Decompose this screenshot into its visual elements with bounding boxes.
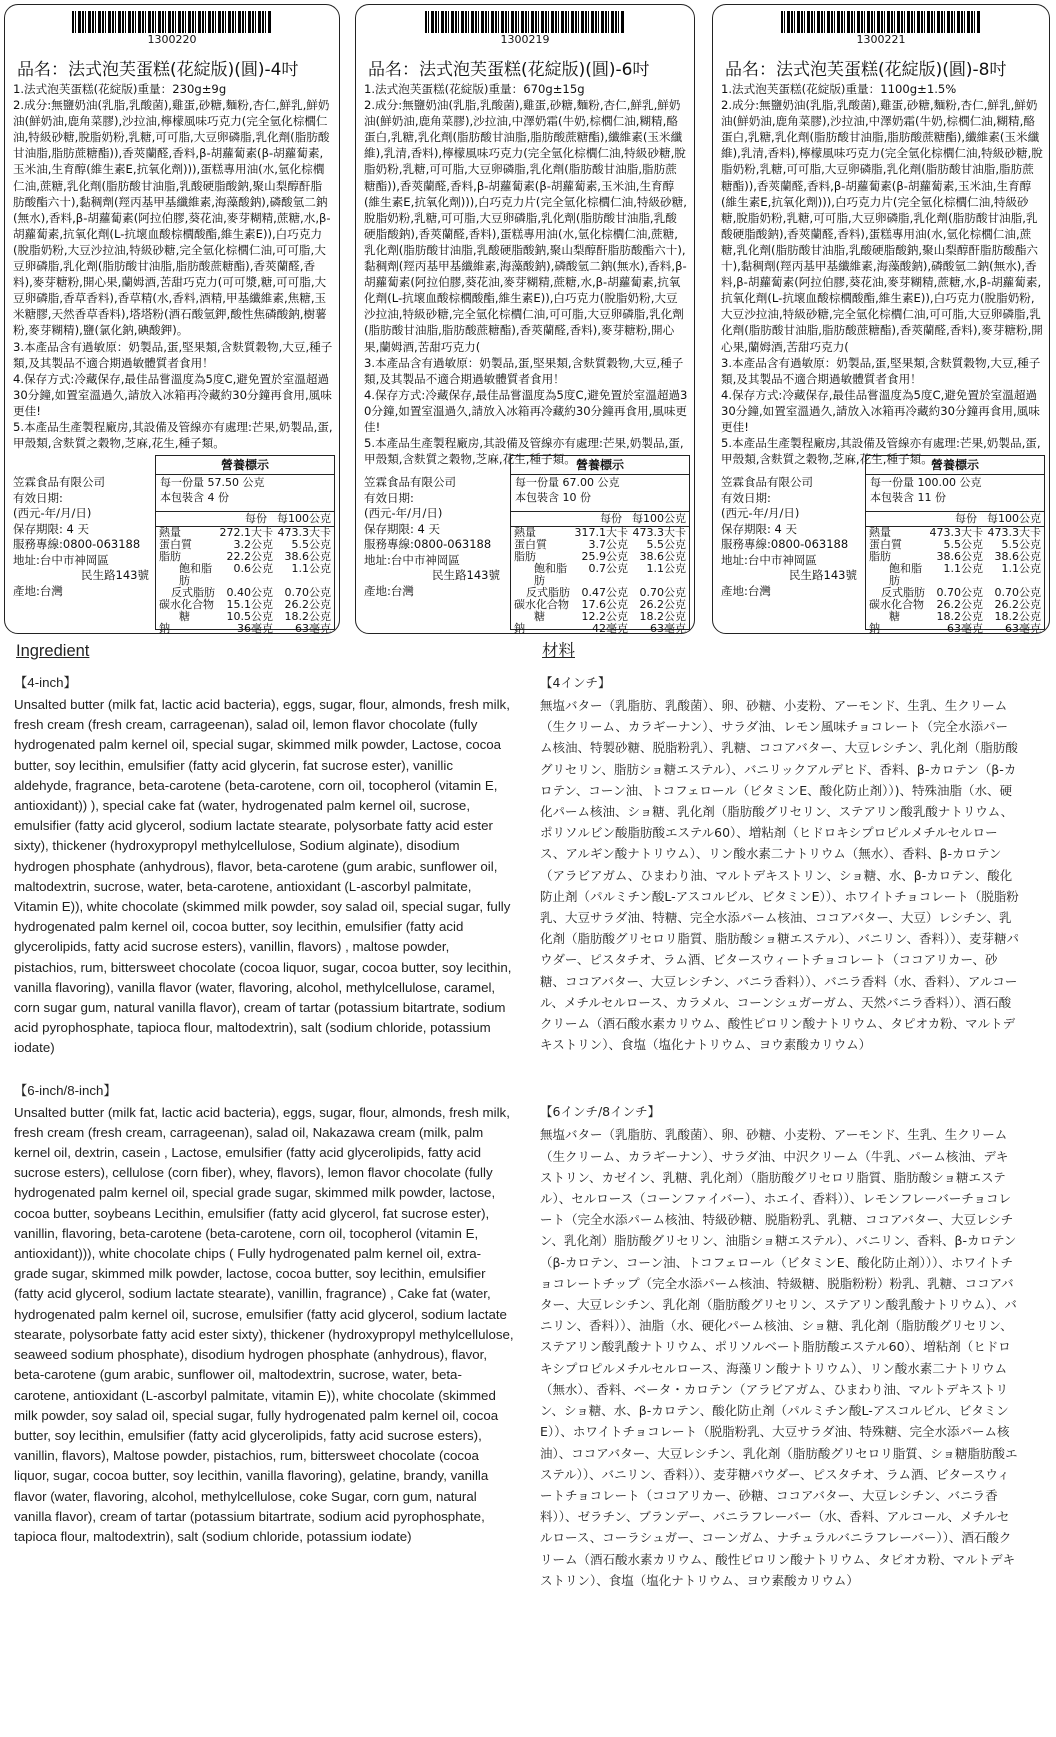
barcode [72, 11, 272, 33]
per-100g-value: 63毫克 [650, 622, 686, 634]
serving-size: 每一份量 67.00 公克 [515, 476, 620, 489]
expiry-format: (西元-年/月/日) [364, 506, 443, 520]
per-100g-value: 473.3大卡 [987, 526, 1041, 539]
nutrition-title: 營養標示 [156, 456, 334, 475]
per-serving-value: 15.1公克 [226, 598, 273, 611]
label-line: 1.法式泡芙蛋糕(花綻版)重量：1100g±1.5% [721, 82, 957, 96]
english-title: Ingredient [16, 642, 90, 660]
serving-size: 每一份量 100.00 公克 [870, 476, 982, 489]
nutrient-name: 鈉 [159, 622, 170, 634]
per-serving-value: 63毫克 [947, 622, 983, 634]
address-line-2: 民生路143號 [432, 568, 500, 582]
nutrient-name: 蛋白質 [869, 538, 902, 551]
nutrient-name: 反式脂肪 [881, 586, 925, 599]
label-body [364, 81, 688, 467]
company-info [364, 475, 514, 599]
nutrient-name: 糖 [179, 610, 190, 623]
english-sub-6-8-inch: 【6-inch/8-inch】 [14, 1082, 117, 1098]
product-name: 品名：法式泡芙蛋糕(花綻版)(圓)-6吋 [368, 60, 650, 80]
per-100g-value: 5.5公克 [1001, 538, 1041, 551]
nutrient-name: 脂肪 [869, 550, 891, 563]
english-sub-4-inch: 【4-inch】 [14, 675, 77, 690]
japanese-ingredients [540, 640, 1020, 1591]
service-phone: 服務專線:0800-063188 [364, 537, 492, 551]
japanese-text-4-inch: 無塩バター（乳脂肪、乳酸菌）、卵、砂糖、小麦粉、アーモンド、生乳、生クリーム（生クリーム、カラギーナン）、サラダ油、レモン風味チョコレート（完全水添パーム核油、特製砂糖、脱脂粉乳）、乳糖、ココアバター、大豆レシチン、乳化剤（脂肪酸グリセリン、脂肪ショ糖エステル）、バニリックアルデヒド、香料、β-カロテン（β-カロテン、コーン油、トコフェロール（ビタミンE、酸化防止剤））)、特殊油脂（水、硬化パーム核油、ショ糖、乳化剤（脂肪酸グリセリン、ステアリン酸乳酸ナトリウム、ポリソルビン酸脂肪酸エステル60）、増粘剤（ヒドロキシプロピルメチルセルロース、アルギン酸ナトリウム）、リン酸水素二ナトリウム（無水）、香料、β-カロテン（アラビアガム、ひまわり油、マルトデキストリン、ショ糖、水、β-カロテン、酸化防止剤（パルミチン酸L-アスコルビル、ビタミンE））、ホワイトチョコレート（脱脂粉乳、大豆サラダ油、特糖、完全水添パーム核油、ココアバター、大豆）レシチン、乳化剤（脂肪酸グリセロリ脂質、脂肪酸ショ糖エステル）、バニリン、香料））、麦芽糖パウダー、ピスタチオ、ラム酒、ビタースウィートチョコレート（ココアリカー、砂糖、ココアバター、大豆レシチン、バニラ香料））、バニラ香料（水、香料）、アルコール、メチルセルロース、カラメル、コーンシュガーガム、天然バニラ香料））、酒石酸クリーム（酒石酸水素カリウム、酸性ピロリン酸ナトリウム、タピオカ粉、マルトデキストリン）、食塩（塩化ナトリウム、ヨウ素酸カリウム） [540, 698, 1020, 1053]
label-line: 2.成分:無鹽奶油(乳脂,乳酸菌),雞蛋,砂糖,麵粉,杏仁,鮮乳,鮮奶油(鮮奶油,鹿角菜膠),沙拉油,中澤奶霜(牛奶,棕櫚仁油,糊精,酪蛋白,乳糖,乳化劑(脂肪酸甘油脂,脂肪酸蔗糖酯),纖維素(玉米纖維),乳清,香料),檸檬風味巧克力(完全氫化棕櫚仁油,特級砂糖,脫脂奶粉,乳糖,可可脂,大豆卵磷脂,乳化劑(脂肪酸甘油脂,脂肪蔗糖酯)),香莢蘭醛,香料,β-胡蘿蔔素(β-胡蘿蔔素,玉米油,生育醇(維生素E,抗氧化劑))),白巧克力片(完全氫化棕櫚仁油,特級砂糖,脫脂奶粉,乳糖,可可脂,大豆卵磷脂,乳化劑(脂肪酸甘油脂,乳酸硬脂酸鈉),香莢蘭醛,香料),蛋糕專用油(水,氫化棕櫚仁油,蔗糖,乳化劑(脂肪酸甘油脂,乳酸硬脂酸鈉,聚山梨醇酐脂肪酸酯六十),黏稠劑(羥丙基甲基纖維素,海藻酸鈉),磷酸氫二鈉(無水),香料,β-胡蘿蔔素(阿拉伯膠,葵花油,麥芽糊精,蔗糖,水,β-胡蘿蔔素,抗氧化劑(L-抗壞血酸棕櫚酸酯,維生素E)),白巧克力(脫脂奶粉,大豆沙拉油,特級砂糖,完全氫化棕櫚仁油,可可脂,大豆卵磷脂,乳化劑(脂肪酸甘油脂,脂肪酸蔗糖酯),香莢蘭醛,香料),麥芽糖粉,開心果,蘭姆酒,苦甜巧克力( [721, 98, 1043, 354]
per-100g-value: 26.2公克 [639, 598, 686, 611]
nutrient-name: 蛋白質 [159, 538, 192, 551]
nutrient-name: 鈉 [869, 622, 880, 634]
serving-size: 每一份量 57.50 公克 [160, 476, 265, 489]
expiry-format: (西元-年/月/日) [13, 506, 92, 520]
nutrient-name: 反式脂肪 [171, 586, 215, 599]
japanese-text-6-8-inch: 無塩バター（乳脂肪、乳酸菌）、卵、砂糖、小麦粉、アーモンド、生乳、生クリーム（生クリーム、カラギーナン）、サラダ油、中沢クリーム（牛乳、パーム核油、デキストリン、カゼイン、乳糖、乳化剤）（脂肪酸グリセロリ脂質、脂肪酸ショ糖エステル）、セルロース（コーンファイバー）、ホエイ、香料））、レモンフレーバーチョコレート（完全水添パーム核油、特級砂糖、脱脂粉乳、乳糖、ココアバター、大豆レシチン、乳化剤）脂肪酸グリセリン、油脂ショ糖エステル）、バニリン、香料、β-カロテン（β-カロテン、コーン油、トコフェロール（ビタミンE、酸化防止剤）））、ホワイトチョコレートチップ（完全水添パーム核油、特級糖、脱脂粉粉）粉乳、乳糖、ココアバター、大豆レシチン、乳化剤（脂肪酸グリセリン、ステアリン酸乳酸ナトリウム）、バニリン、香料））、油脂（水、硬化パーム核油、ショ糖、乳化剤（脂肪酸グリセリン、ステアリン酸乳酸ナトリウム、ポリソルベート脂肪酸エステル60）、増粘剤（ヒドロキシプロピルメチルセルロース、海藻リン酸ナトリウム）、リン酸水素二ナトリウム（無水）、香料、ベータ・カロテン（アラビアガム、ひまわり油、マルトデキストリン、ショ糖、水、β-カロテン、酸化防止剤（パルミチン酸L-アスコルビル、ビタミンE））、ホワイトチョコレート（脱脂粉乳、大豆サラダ油、特殊糖、完全水添パーム核油）、ココアバター、大豆レシチン、乳化剤（脂肪酸グリセロリ脂質、ショ糖脂肪酸エステル））、バニリン、香料））、麦芽糖パウダー、ピスタチオ、ラム酒、ビタースウィートチョコレート（ココアリカー、砂糖、ココアバター、大豆レシチン、バニラ香料））、ゼラチン、ブランデー、バニラフレーバー（水、香料、アルコール、メチルセルロース、コーラシュガー、コーンガム、ナチュラルバニラフレーバー））、酒石酸クリーム（酒石酸水素カリウム、酸性ピロリン酸ナトリウム、タピオカ粉、マルトデキストリン）、食塩（塩化ナトリウム、ヨウ素酸カリウム） [540, 1127, 1018, 1588]
per-serving-value: 17.6公克 [581, 598, 628, 611]
nutrition-row [866, 563, 1044, 587]
label-8-inch [712, 4, 1050, 634]
expiry-label: 有效日期: [13, 490, 63, 505]
nutrition-header [156, 511, 334, 527]
per-100g-value: 1.1公克 [1001, 562, 1041, 575]
per-100g-value: 63毫克 [1005, 622, 1041, 634]
label-line: 4.保存方式:冷藏保存,最佳品嘗溫度為5度C,避免置於室溫超過30分鐘,如置室溫過久,請放入冰箱再冷藏約30分鐘再食用,風味更佳! [364, 387, 688, 434]
barcode [425, 11, 625, 33]
english-text-4-inch: Unsalted butter (milk fat, lactic acid bacteria), eggs, sugar, flour, almonds, fresh milk, fresh cream (fresh cream, carrageenan), salad oil, lemon flavor chocolate (fully hydrogenated palm kernel oil, special sugar, skimmed milk powder, Lactose, cocoa butter, soy lecithin, emulsifier (fatty acid glycerin, fat sucrose ester), vanillic aldehyde, fragrance, beta-carotene (beta-carotene, corn oil, tocopherol (vitamin E, antioxidant)) ), special cake fat (water, hydrogenated palm kernel oil, sucrose, emulsifier (fatty acid glycerol, sodium lactate stearate, polysorbate fatty acid ester sixty), thickener (hydroxypropyl methylcellulose, Sodium alginate), disodium hydrogen phosphate (anhydrous), flavor, beta-carotene (gum arabic, sunflower oil, maltodextrin, sucrose, water, beta-carotene, antioxidant (L-ascorbyl palmitate, Vitamin E)), white chocolate (skimmed milk powder, soy salad oil, special sugar, fully hydrogenated palm kernel oil, cocoa butter, soy lecithin, emulsifier (fatty acid glycerolipids, fatty acid sucrose esters), vanillin, flavors) , maltose powder, pistachios, rum, bittersweet chocolate (cocoa liquor, sugar, cocoa butter, soy lecithin, vanilla flavoring), vanilla flavor (water, flavoring, alcohol, methylcellulose, caramel, corn sugar gum, natural vanilla flavor), cream of tartar (potassium bitartrate, sodium acid pyrophosphate, tapioca flour, maltodextrin), salt (sodium chloride, potassium iodate) [14, 697, 512, 1056]
per-serving-header: 每份 [245, 512, 267, 525]
per-100g-value: 1.1公克 [291, 562, 331, 575]
label-line: 4.保存方式:冷藏保存,最佳品嘗溫度為5度C,避免置於室溫超過30分鐘,如置室溫過久,請放入冰箱再冷藏約30分鐘再食用,風味更佳! [13, 371, 332, 418]
label-line: 5.本產品生產製程廠房,其設備及管線亦有處理:芒果,奶製品,蛋,甲殼類,含麩質之穀物,芝麻,花生,種子類。 [364, 436, 684, 467]
per-100g-header: 每100公克 [987, 512, 1041, 525]
per-serving-value: 38.6公克 [936, 550, 983, 563]
english-ingredients [14, 640, 514, 1547]
nutrient-name: 糖 [889, 610, 900, 623]
per-100g-value: 473.3大卡 [277, 526, 331, 539]
per-100g-value: 5.5公克 [291, 538, 331, 551]
expiry-format: (西元-年/月/日) [721, 506, 800, 520]
label-line: 3.本產品含有過敏原：奶製品,蛋,堅果類,含麩質穀物,大豆,種子類,及其製品不適合期過敏體質者食用！ [13, 339, 333, 370]
per-serving-value: 473.3大卡 [929, 526, 983, 539]
per-serving-value: 25.9公克 [581, 550, 628, 563]
barcode [781, 11, 981, 33]
company-info [13, 475, 163, 599]
company-name: 笠霖食品有限公司 [721, 475, 813, 489]
label-line: 3.本產品含有過敏原：奶製品,蛋,堅果類,含麩質穀物,大豆,種子類,及其製品不適合期過敏體質者食用！ [721, 355, 1041, 386]
per-100g-value: 0.70公克 [284, 586, 331, 599]
product-name: 品名：法式泡芙蛋糕(花綻版)(圓)-8吋 [725, 60, 1007, 80]
per-100g-value: 38.6公克 [284, 550, 331, 563]
per-serving-value: 12.2公克 [581, 610, 628, 623]
per-serving-value: 26.2公克 [936, 598, 983, 611]
per-serving-value: 3.2公克 [233, 538, 273, 551]
nutrition-row [511, 563, 689, 587]
label-line: 4.保存方式:冷藏保存,最佳品嘗溫度為5度C,避免置於室溫超過30分鐘,如置室溫過久,請放入冰箱再冷藏約30分鐘再食用,風味更佳! [721, 387, 1040, 434]
nutrient-name: 脂肪 [514, 550, 536, 563]
origin: 產地:台灣 [721, 583, 771, 598]
nutrient-name: 脂肪 [159, 550, 181, 563]
product-labels [0, 0, 1056, 640]
per-serving-value: 0.6公克 [233, 562, 273, 575]
per-100g-value: 26.2公克 [284, 598, 331, 611]
label-line: 1.法式泡芙蛋糕(花綻版)重量：670g±15g [364, 82, 585, 96]
nutrient-name: 反式脂肪 [526, 586, 570, 599]
label-6-inch [355, 4, 695, 634]
per-serving-value: 0.40公克 [226, 586, 273, 599]
nutrient-name: 碳水化合物 [159, 598, 214, 611]
service-phone: 服務專線:0800-063188 [721, 537, 849, 551]
origin: 產地:台灣 [364, 583, 414, 598]
spacer [14, 1059, 514, 1081]
japanese-sub-4-inch: 【4インチ】 [540, 675, 611, 690]
product-code: 1300220 [147, 33, 197, 46]
per-serving-value: 0.70公克 [936, 586, 983, 599]
nutrition-header [866, 511, 1044, 527]
per-100g-value: 473.3大卡 [632, 526, 686, 539]
nutrient-name: 蛋白質 [514, 538, 547, 551]
product-name: 品名：法式泡芙蛋糕(花綻版)(圓)-4吋 [17, 60, 299, 80]
per-serving-value: 0.7公克 [588, 562, 628, 575]
address-line-1: 地址:台中市神岡區 [364, 552, 460, 567]
per-serving-value: 317.1大卡 [574, 526, 628, 539]
label-line: 1.法式泡芙蛋糕(花綻版)重量：230g±9g [13, 82, 227, 96]
per-100g-value: 18.2公克 [994, 610, 1041, 623]
per-100g-value: 38.6公克 [639, 550, 686, 563]
nutrient-name: 飽和脂肪 [534, 562, 567, 587]
product-code: 1300219 [500, 33, 550, 46]
nutrient-name: 碳水化合物 [514, 598, 569, 611]
per-serving-value: 3.7公克 [588, 538, 628, 551]
shelf-life: 保存期限: 4 天 [364, 521, 441, 536]
nutrition-row [866, 623, 1044, 634]
label-line: 5.本產品生產製程廠房,其設備及管線亦有處理:芒果,奶製品,蛋,甲殼類,含麩質之穀物,芝麻,花生,種子類。 [721, 436, 1041, 467]
nutrient-name: 飽和脂肪 [179, 562, 212, 587]
per-100g-header: 每100公克 [277, 512, 331, 525]
japanese-title: 材料 [542, 641, 575, 660]
service-phone: 服務專線:0800-063188 [13, 537, 141, 551]
nutrient-name: 熱量 [514, 526, 536, 539]
per-serving-value: 36毫克 [237, 622, 273, 634]
label-line: 2.成分:無鹽奶油(乳脂,乳酸菌),雞蛋,砂糖,麵粉,杏仁,鮮乳,鮮奶油(鮮奶油,鹿角菜膠),沙拉油,中澤奶霜(牛奶,棕櫚仁油,糊精,酪蛋白,乳糖,乳化劑(脂肪酸甘油脂,脂肪酸蔗糖酯),纖維素(玉米纖維),乳清,香料),檸檬風味巧克力(完全氫化棕櫚仁油,特級砂糖,脫脂奶粉,乳糖,可可脂,大豆卵磷脂,乳化劑(脂肪酸甘油脂,脂肪蔗糖酯)),香莢蘭醛,香料,β-胡蘿蔔素(β-胡蘿蔔素,玉米油,生育醇(維生素E,抗氧化劑))),白巧克力片(完全氫化棕櫚仁油,特級砂糖,脫脂奶粉,乳糖,可可脂,大豆卵磷脂,乳化劑(脂肪酸甘油脂,乳酸硬脂酸鈉),香莢蘭醛,香料),蛋糕專用油(水,氫化棕櫚仁油,蔗糖,乳化劑(脂肪酸甘油脂,乳酸硬脂酸鈉,聚山梨醇酐脂肪酸酯六十),黏稠劑(羥丙基甲基纖維素,海藻酸鈉),磷酸氫二鈉(無水),香料,β-胡蘿蔔素(阿拉伯膠,葵花油,麥芽糊精,蔗糖,水,β-胡蘿蔔素,抗氧化劑(L-抗壞血酸棕櫚酸酯,維生素E)),白巧克力(脫脂奶粉,大豆沙拉油,特級砂糖,完全氫化棕櫚仁油,可可脂,大豆卵磷脂,乳化劑(脂肪酸甘油脂,脂肪酸蔗糖酯),香莢蘭醛,香料),麥芽糖粉,開心果,蘭姆酒,苦甜巧克力( [364, 98, 687, 354]
company-info [721, 475, 871, 599]
nutrient-name: 熱量 [869, 526, 891, 539]
per-100g-value: 18.2公克 [639, 610, 686, 623]
nutrition-table [865, 455, 1045, 634]
shelf-life: 保存期限: 4 天 [13, 521, 90, 536]
nutrition-row [511, 623, 689, 634]
per-serving-value: 42毫克 [592, 622, 628, 634]
per-serving-value: 1.1公克 [943, 562, 983, 575]
per-serving-header: 每份 [955, 512, 977, 525]
nutrition-table [155, 455, 335, 634]
label-line: 3.本產品含有過敏原：奶製品,蛋,堅果類,含麩質穀物,大豆,種子類,及其製品不適合期過敏體質者食用！ [364, 355, 684, 386]
per-100g-value: 1.1公克 [646, 562, 686, 575]
product-code: 1300221 [856, 33, 906, 46]
address-line-2: 民生路143號 [81, 568, 149, 582]
shelf-life: 保存期限: 4 天 [721, 521, 798, 536]
per-100g-value: 18.2公克 [284, 610, 331, 623]
servings-per-pack: 本包裝含 4 份 [160, 491, 229, 504]
per-100g-value: 5.5公克 [646, 538, 686, 551]
servings-per-pack: 本包裝含 10 份 [515, 491, 591, 504]
per-serving-value: 22.2公克 [226, 550, 273, 563]
address-line-1: 地址:台中市神岡區 [721, 552, 817, 567]
company-name: 笠霖食品有限公司 [364, 475, 456, 489]
expiry-label: 有效日期: [364, 490, 414, 505]
nutrition-title: 營養標示 [511, 456, 689, 475]
per-serving-header: 每份 [600, 512, 622, 525]
label-4-inch [4, 4, 340, 634]
per-serving-value: 18.2公克 [936, 610, 983, 623]
label-line: 2.成分:無鹽奶油(乳脂,乳酸菌),雞蛋,砂糖,麵粉,杏仁,鮮乳,鮮奶油(鮮奶油,鹿角菜膠),沙拉油,檸檬風味巧克力(完全氫化棕櫚仁油,特級砂糖,脫脂奶粉,乳糖,可可脂,大豆卵磷脂,乳化劑(脂肪酸甘油脂,脂肪蔗糖酯)),香莢蘭醛,香料,β-胡蘿蔔素(β-胡蘿蔔素,玉米油,生育醇(維生素E,抗氧化劑))),蛋糕專用油(水,氫化棕櫚仁油,蔗糖,乳化劑(脂肪酸甘油脂,乳酸硬脂酸鈉,聚山梨醇酐脂肪酸酯六十),黏稠劑(羥丙基甲基纖維素,海藻酸鈉),磷酸氫二鈉(無水),香料,β-胡蘿蔔素(阿拉伯膠,葵花油,麥芽糊精,蔗糖,水,β-胡蘿蔔素,抗氧化劑(L-抗壞血酸棕櫚酸酯,維生素E)),白巧克力(脫脂奶粉,大豆沙拉油,特級砂糖,完全氫化棕櫚仁油,可可脂,大豆卵磷脂,乳化劑(脂肪酸甘油脂,脂肪酸蔗糖酯),香莢蘭醛,香料),麥芽糖粉,開心果,蘭姆酒,苦甜巧克力(可可漿,糖,可可脂,大豆卵磷脂,香草香料),香草精(水,香料,酒精,甲基纖維素,焦糖,玉米糖膠,天然香草香料),塔塔粉(酒石酸氫鉀,酸性焦磷酸鈉,樹薯粉,麥芽糊精),鹽(氯化鈉,碘酸鉀)。 [13, 98, 331, 338]
per-serving-value: 10.5公克 [226, 610, 273, 623]
spacer [540, 1055, 1020, 1102]
label-line: 5.本產品生產製程廠房,其設備及管線亦有處理:芒果,奶製品,蛋,甲殼類,含麩質之穀物,芝麻,花生,種子類。 [13, 419, 333, 451]
japanese-sub-6-8-inch: 【6インチ/8インチ】 [540, 1104, 661, 1120]
nutrient-name: 熱量 [159, 526, 181, 539]
label-body [721, 81, 1043, 467]
nutrition-row [156, 623, 334, 634]
nutrition-table [510, 455, 690, 634]
per-100g-value: 63毫克 [295, 622, 331, 634]
per-100g-value: 0.70公克 [639, 586, 686, 599]
servings-per-pack: 本包裝含 11 份 [870, 491, 946, 504]
nutrition-title: 營養標示 [866, 456, 1044, 475]
nutrient-name: 鈉 [514, 622, 525, 634]
address-line-2: 民生路143號 [789, 568, 857, 582]
per-100g-value: 26.2公克 [994, 598, 1041, 611]
per-serving-value: 5.5公克 [943, 538, 983, 551]
english-text-6-8-inch: Unsalted butter (milk fat, lactic acid bacteria), eggs, sugar, flour, almonds, fresh milk, fresh cream (fresh cream, carrageenan), salad oil, Nakazawa cream (milk, palm kernel oil, dextrin, casein , Lactose, emulsifier (fatty acid glycerolipids, fatty acid sucrose esters), cellulose (corn fiber), whey, flavors), lemon flavor chocolate (fully hydrogenated palm kernel oil, special grade sugar, skimmed milk powder, lactose, cocoa butter, soybeans Lecithin, emulsifier (fatty acid glycerol, fat sucrose ester), vanillin, flavoring, beta-carotene (beta-carotene, corn oil, tocopherol (vitamin E, antioxidant))), white chocolate chips ( Fully hydrogenated palm kernel oil, extra-grade sugar, skimmed milk powder, lactose, cocoa butter, soy lecithin, emulsifier (fatty acid glycerol, sodium lactate stearate), vanillin, fragrance) , Cake fat (water, hydrogenated palm kernel oil, sucrose, emulsifier (fatty acid glycerol, sodium lactate stearate, polysorbate fatty acid ester sixty), thickener (hydroxypropyl methylcellulose, seaweed sodium phosphate), disodium hydrogen phosphate (anhydrous), flavor, beta-carotene (gum arabic, sunflower oil, maltodextrin, sucrose, water, beta-carotene, antioxidant (L-ascorbyl palmitate, vitamin E)), white chocolate (skimmed milk powder, soy salad oil, special sugar, fully hydrogenated palm kernel oil, cocoa butter, soy lecithin, emulsifier (fatty acid glycerolipids, fatty acid sucrose esters), vanillin, flavors), Maltose powder, pistachios, rum, bittersweet chocolate (cocoa liquor, sugar, cocoa butter, soy lecithin, vanilla flavoring), gelatine, brandy, vanilla flavor (water, flavoring, alcohol, methylcellulose, coke Sugar, corn gum, natural vanilla flavor), cream of tartar (potassium bitartrate, sodium acid pyrophosphate, tapioca flour, maltodextrin), salt (sodium chloride, potassium iodate) [14, 1104, 514, 1544]
address-line-1: 地址:台中市神岡區 [13, 552, 109, 567]
per-serving-value: 0.47公克 [581, 586, 628, 599]
origin: 產地:台灣 [13, 583, 63, 598]
label-body [13, 81, 333, 451]
expiry-label: 有效日期: [721, 490, 771, 505]
nutrient-name: 糖 [534, 610, 545, 623]
nutrient-name: 碳水化合物 [869, 598, 924, 611]
per-serving-value: 272.1大卡 [219, 526, 273, 539]
per-100g-value: 0.70公克 [994, 586, 1041, 599]
nutrition-row [156, 563, 334, 587]
company-name: 笠霖食品有限公司 [13, 475, 105, 489]
nutrition-header [511, 511, 689, 527]
nutrient-name: 飽和脂肪 [889, 562, 922, 587]
per-100g-header: 每100公克 [632, 512, 686, 525]
per-100g-value: 38.6公克 [994, 550, 1041, 563]
